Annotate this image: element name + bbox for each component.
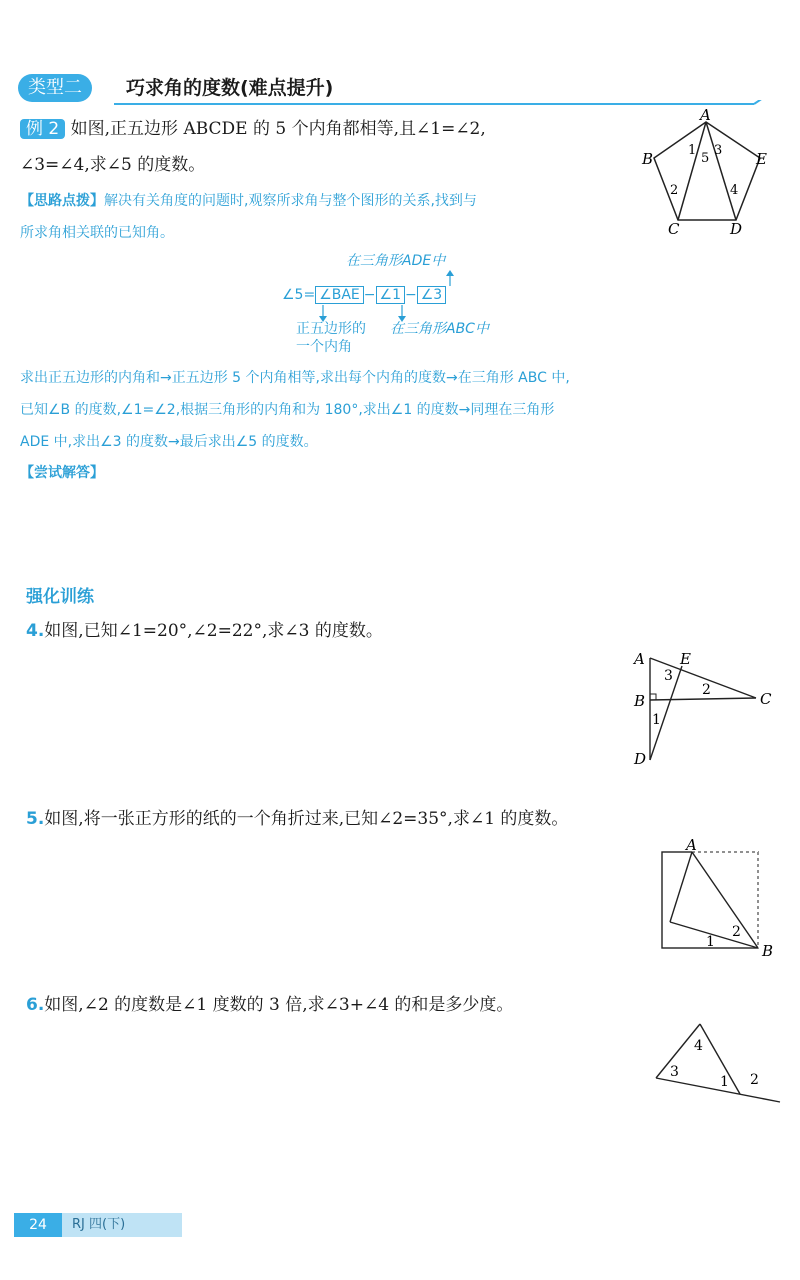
pent-angle-2: 2 bbox=[670, 183, 679, 198]
flow-box-bae: ∠BAE bbox=[315, 286, 364, 304]
header-underline bbox=[114, 100, 774, 108]
pent-label-c: C bbox=[668, 220, 680, 238]
q5-label-a: A bbox=[686, 836, 697, 854]
hint-text-1: 解决有关角度的问题时,观察所求角与整个图形的关系,找到与 bbox=[104, 193, 477, 209]
question-5-num: 5. bbox=[26, 809, 45, 829]
q4-label-b: B bbox=[634, 692, 646, 710]
solution-hint-2: 已知∠B 的度数,∠1=∠2,根据三角形的内角和为 180°,求出∠1 的度数→同理在三角形 bbox=[20, 402, 555, 418]
solution-hint-1: 求出正五边形的内角和→正五边形 5 个内角相等,求出每个内角的度数→在三角形 ABC 中, bbox=[20, 370, 570, 386]
example-text-2: ∠3=∠4,求∠5 的度数。 bbox=[20, 155, 206, 175]
flow-diagram bbox=[280, 248, 520, 358]
q4-angle-1: 1 bbox=[652, 712, 661, 728]
q4-angle-3: 3 bbox=[664, 668, 673, 684]
question-4-text: 如图,已知∠1=20°,∠2=22°,求∠3 的度数。 bbox=[44, 621, 383, 641]
flow-note-2: 在三角形ABC中 bbox=[390, 321, 489, 337]
hint-text-2: 所求角相关联的已知角。 bbox=[20, 225, 174, 241]
book-label: RJ 四(下) bbox=[62, 1213, 182, 1237]
question-5 bbox=[26, 804, 568, 829]
q5-label-b: B bbox=[762, 942, 774, 960]
question-4-num: 4. bbox=[26, 621, 45, 641]
example-text-1: 如图,正五边形 ABCDE 的 5 个内角都相等,且∠1=∠2, bbox=[70, 119, 486, 139]
question-6-num: 6. bbox=[26, 995, 45, 1015]
solution-hint bbox=[20, 362, 780, 458]
question-4 bbox=[26, 616, 383, 641]
example-tag: 例 2 bbox=[20, 119, 65, 139]
section-header bbox=[18, 74, 770, 106]
page-number: 24 bbox=[14, 1213, 62, 1237]
q4-figure bbox=[626, 644, 786, 774]
q4-angle-2: 2 bbox=[702, 682, 711, 698]
question-6-text: 如图,∠2 的度数是∠1 度数的 3 倍,求∠3+∠4 的和是多少度。 bbox=[44, 995, 514, 1015]
section-tag: 类型二 bbox=[18, 74, 92, 102]
q4-label-a: A bbox=[634, 650, 645, 668]
section-title: 巧求角的度数(难点提升) bbox=[126, 77, 334, 99]
q4-label-d: D bbox=[634, 750, 647, 768]
pent-angle-5: 5 bbox=[701, 151, 710, 166]
flow-lhs: ∠5= bbox=[282, 287, 316, 303]
pent-angle-4: 4 bbox=[730, 183, 739, 198]
pent-label-d: D bbox=[730, 220, 743, 238]
q6-figure bbox=[650, 1018, 784, 1108]
q5-angle-2: 2 bbox=[732, 924, 741, 940]
flow-box-1: ∠1 bbox=[376, 286, 405, 304]
q5-angle-1: 1 bbox=[706, 934, 715, 950]
q4-label-c: C bbox=[760, 690, 772, 708]
flow-note-1a: 正五边形的 bbox=[296, 321, 366, 337]
solution-hint-3: ADE 中,求出∠3 的度数→最后求出∠5 的度数。 bbox=[20, 434, 318, 450]
flow-note-1 bbox=[296, 320, 366, 356]
pent-label-b: B bbox=[642, 150, 654, 168]
flow-note-1b: 一个内角 bbox=[296, 339, 352, 355]
q6-angle-1: 1 bbox=[720, 1074, 729, 1090]
flow-row: ∠5= ∠BAE − ∠1 − ∠3 bbox=[282, 282, 446, 308]
training-label: 强化训练 bbox=[26, 587, 94, 607]
hint-line-1 bbox=[20, 188, 640, 214]
question-5-text: 如图,将一张正方形的纸的一个角折过来,已知∠2=35°,求∠1 的度数。 bbox=[44, 809, 569, 829]
pent-angle-1: 1 bbox=[688, 143, 697, 158]
flow-top-note: 在三角形ADE中 bbox=[346, 253, 446, 269]
q4-label-e: E bbox=[680, 650, 691, 668]
pent-label-e: E bbox=[756, 150, 767, 168]
hint-label: 【思路点拨】 bbox=[20, 193, 104, 209]
question-6 bbox=[26, 990, 513, 1015]
q6-angle-4: 4 bbox=[694, 1038, 703, 1054]
example-line-1 bbox=[20, 112, 640, 146]
try-label: 【尝试解答】 bbox=[20, 465, 104, 481]
pent-label-a: A bbox=[700, 108, 711, 124]
pent-angle-3: 3 bbox=[714, 143, 723, 158]
q5-figure bbox=[656, 836, 780, 964]
pentagon-figure bbox=[636, 108, 776, 238]
q6-angle-2: 2 bbox=[750, 1072, 759, 1088]
flow-box-3: ∠3 bbox=[417, 286, 446, 304]
q6-angle-3: 3 bbox=[670, 1064, 679, 1080]
